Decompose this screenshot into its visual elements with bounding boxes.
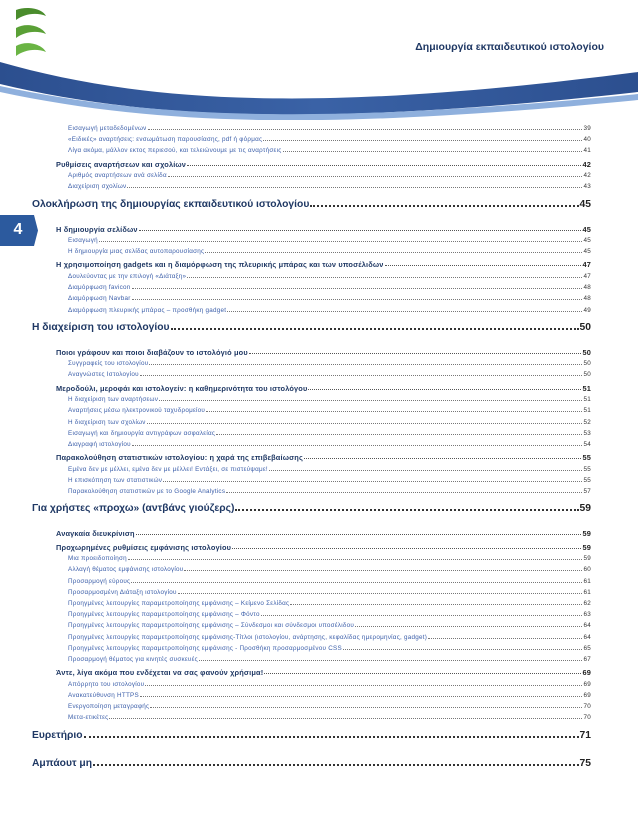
toc-entry[interactable] bbox=[68, 634, 591, 641]
toc-entry[interactable] bbox=[56, 160, 591, 169]
toc-entry[interactable] bbox=[56, 384, 591, 393]
toc-entry[interactable] bbox=[56, 453, 591, 462]
toc-entry-page: 69 bbox=[582, 668, 591, 678]
toc-leader-dots bbox=[140, 375, 583, 376]
toc-entry[interactable] bbox=[32, 503, 591, 514]
toc-leader-dots bbox=[385, 265, 582, 266]
toc-entry-title: Η διαχείριση των σχολίων bbox=[68, 418, 146, 426]
toc-entry-page: 70 bbox=[583, 703, 591, 711]
toc-entry-title: Ρυθμίσεις αναρτήσεων και σχολίων bbox=[56, 159, 187, 169]
toc-entry-title: Διαμόρφωση πλευρικής μπάρας – προσθήκη gadget bbox=[68, 306, 227, 314]
toc-entry-title: Προσαρμογή θέματος για κινητές συσκευές bbox=[68, 656, 198, 663]
toc-leader-dots bbox=[149, 364, 582, 365]
toc-entry-page: 69 bbox=[583, 680, 591, 688]
toc-entry-title: Διαμόρφωση Navbar bbox=[68, 295, 131, 303]
toc-entry-page: 53 bbox=[583, 429, 591, 437]
toc-leader-dots bbox=[163, 481, 582, 482]
toc-entry-title: Άντε, λίγα ακόμα που ενδέχεται να σας φανούν χρήσιμα! bbox=[56, 668, 264, 678]
toc-entry-page: 65 bbox=[583, 644, 591, 652]
toc-entry[interactable] bbox=[68, 692, 591, 699]
toc-entry-page: 47 bbox=[582, 260, 591, 270]
toc-entry-page: 69 bbox=[583, 691, 591, 699]
toc-entry[interactable] bbox=[68, 578, 591, 585]
toc-entry-page: 70 bbox=[583, 714, 591, 722]
toc-entry-page: 59 bbox=[582, 542, 591, 552]
header-banner-graphic bbox=[0, 0, 638, 120]
toc-entry-page: 57 bbox=[583, 488, 591, 495]
toc-leader-dots bbox=[308, 389, 581, 390]
toc-entry[interactable] bbox=[68, 360, 591, 367]
toc-entry[interactable] bbox=[68, 656, 591, 663]
toc-entry-page: 59 bbox=[582, 529, 591, 539]
toc-entry-title: Η επισκόπηση των στατιστικών bbox=[68, 476, 163, 484]
toc-entry-title: Ενεργοποίηση μεταγραφής bbox=[68, 703, 150, 711]
toc-entry-page: 50 bbox=[582, 347, 591, 357]
toc-entry[interactable] bbox=[32, 199, 591, 210]
toc-entry[interactable] bbox=[68, 248, 591, 255]
toc-entry[interactable] bbox=[68, 466, 591, 473]
toc-entry-title: Προσαρμογή εύρους bbox=[68, 577, 131, 585]
toc-leader-dots bbox=[128, 559, 583, 560]
toc-entry-page: 45 bbox=[583, 248, 591, 256]
toc-entry-page: 55 bbox=[582, 453, 591, 463]
toc-leader-dots bbox=[148, 129, 583, 130]
toc-leader-dots bbox=[159, 400, 582, 401]
toc-entry[interactable] bbox=[68, 307, 591, 314]
toc-entry-page: 71 bbox=[579, 729, 591, 741]
toc-entry-page: 51 bbox=[582, 383, 591, 393]
toc-leader-dots bbox=[216, 434, 582, 435]
toc-leader-dots bbox=[147, 423, 583, 424]
toc-leader-dots bbox=[178, 593, 583, 594]
toc-entry-title: Η χρησιμοποίηση gadgets και η διαμόρφωση της πλευρικής μπάρας και των υποσέλιδων bbox=[56, 260, 384, 270]
logo-icon bbox=[12, 0, 52, 90]
toc-entry-title: Ποιοι γράφουν και ποιοι διαβάζουν το ιστολόγιό μου bbox=[56, 347, 248, 357]
toc-entry[interactable] bbox=[32, 322, 591, 333]
toc-leader-dots bbox=[227, 311, 582, 312]
toc-entry-title: «Ειδικές» αναρτήσεις: ενσωμάτωση παρουσίασης, pdf ή φόρμας bbox=[68, 136, 263, 144]
toc-entry[interactable] bbox=[68, 622, 591, 629]
toc-entry-title: Ανακατεύθυνση HTTPS bbox=[68, 691, 139, 699]
toc-leader-dots bbox=[171, 328, 579, 330]
toc-entry-page: 51 bbox=[583, 396, 591, 404]
toc-entry[interactable] bbox=[68, 125, 591, 132]
toc-entry-page: 50 bbox=[583, 360, 591, 368]
toc-entry-title: Για χρήστες «προχω» (αντβάνς γιούζερς) bbox=[32, 503, 235, 515]
toc-entry[interactable] bbox=[68, 396, 591, 403]
toc-entry-page: 42 bbox=[582, 159, 591, 169]
toc-leader-dots bbox=[93, 764, 579, 766]
toc-entry-page: 49 bbox=[583, 306, 591, 314]
toc-entry-title: Η δημιουργία σελίδων bbox=[56, 224, 138, 234]
toc-leader-dots bbox=[343, 649, 583, 650]
toc-entry[interactable] bbox=[68, 714, 591, 721]
toc-entry-title: Λίγα ακόμα, μάλλον εκτος περιεσού, και τελειώνουμε με τις αναρτήσεις bbox=[68, 147, 282, 155]
toc-entry-page: 42 bbox=[583, 172, 591, 180]
toc-leader-dots bbox=[145, 685, 582, 686]
toc-entry-page: 60 bbox=[583, 566, 591, 574]
toc-entry-title: Η δημιουργία μιας σελίδας αυτοπαρουσίασης bbox=[68, 248, 205, 256]
toc-entry[interactable] bbox=[68, 371, 591, 378]
toc-entry-title: Παρακολούθηση στατιστικών με το Google Analytics bbox=[68, 488, 226, 495]
toc-entry[interactable] bbox=[68, 419, 591, 426]
toc-leader-dots bbox=[226, 492, 582, 493]
toc-leader-dots bbox=[131, 582, 582, 583]
toc-entry-page: 51 bbox=[583, 407, 591, 415]
toc-leader-dots bbox=[206, 411, 582, 412]
toc-entry-title: Μια προειδοποίηση bbox=[68, 555, 127, 563]
toc-entry-page: 67 bbox=[583, 656, 591, 663]
toc-entry-page: 52 bbox=[583, 418, 591, 426]
toc-entry[interactable] bbox=[56, 543, 591, 552]
toc-entry[interactable] bbox=[68, 237, 591, 244]
toc-entry-page: 41 bbox=[583, 147, 591, 155]
toc-leader-dots bbox=[261, 615, 583, 616]
toc-leader-dots bbox=[264, 673, 581, 674]
toc-entry[interactable] bbox=[56, 668, 591, 677]
toc-entry[interactable] bbox=[56, 348, 591, 357]
toc-entry-page: 59 bbox=[583, 555, 591, 563]
toc-leader-dots bbox=[232, 548, 581, 549]
toc-entry-title: Προηγμένες λειτουργίες παραμετροποίησης εμφάνισης – Σύνδεσμοι και σύνδεσμοι υποσέλιδου bbox=[68, 622, 355, 630]
toc-leader-dots bbox=[249, 353, 582, 354]
toc-entry-page: 40 bbox=[583, 136, 591, 144]
toc-leader-dots bbox=[184, 570, 582, 571]
toc-entry-page: 45 bbox=[582, 224, 591, 234]
toc-entry-title: Αναγνώστες Ιστολογίου bbox=[68, 371, 139, 379]
toc-entry[interactable] bbox=[68, 430, 591, 437]
toc-entry[interactable] bbox=[68, 611, 591, 618]
toc-leader-dots bbox=[235, 509, 578, 511]
toc-leader-dots bbox=[150, 707, 582, 708]
toc-entry-title: Προηγμένες λειτουργίες παραμετροποίησης εμφάνισης - Προσθήκη προσαρμοσμένου CSS bbox=[68, 644, 342, 652]
toc-entry-title: Δουλεύοντας με την επιλογή «Διάταξη» bbox=[68, 272, 187, 280]
toc-entry-title: Εισαγωγή και δημιουργία αντιγράφων ασφαλείας bbox=[68, 429, 216, 437]
toc-entry[interactable] bbox=[68, 284, 591, 291]
toc-leader-dots bbox=[269, 470, 583, 471]
toc-leader-dots bbox=[99, 241, 583, 242]
toc-entry-page: 48 bbox=[583, 295, 591, 303]
toc-leader-dots bbox=[132, 299, 583, 300]
page-header bbox=[0, 0, 638, 120]
toc-entry[interactable] bbox=[68, 295, 591, 302]
toc-leader-dots bbox=[283, 151, 583, 152]
toc-entry-page: 61 bbox=[583, 577, 591, 585]
toc-entry-page: 63 bbox=[583, 611, 591, 619]
toc-entry-title: Προηγμένες λειτουργίες παραμετροποίησης εμφάνισης – Κείμενο Σελίδας bbox=[68, 600, 290, 607]
toc-entry-title: Παρακολούθηση στατιστικών ιστολογίου: η χαρά της επιβεβαίωσης bbox=[56, 453, 303, 463]
toc-entry-title: Αμπάουτ μη bbox=[32, 757, 92, 769]
toc-entry-page: 45 bbox=[583, 237, 591, 244]
toc-entry-title: Αναρτήσεις μέσω ηλεκτρονικού ταχυδρομείου bbox=[68, 407, 206, 415]
toc-leader-dots bbox=[187, 277, 582, 278]
toc-leader-dots bbox=[310, 205, 578, 207]
toc-entry-page: 39 bbox=[583, 125, 591, 132]
chapter-badge bbox=[0, 215, 38, 246]
toc-leader-dots bbox=[140, 696, 583, 697]
toc-leader-dots bbox=[304, 458, 582, 459]
toc-entry-page: 50 bbox=[583, 371, 591, 379]
toc-entry-page: 75 bbox=[579, 757, 591, 769]
toc-leader-dots bbox=[127, 187, 582, 188]
toc-entry-page: 54 bbox=[583, 440, 591, 448]
toc-entry[interactable] bbox=[56, 225, 591, 234]
toc-leader-dots bbox=[199, 660, 583, 661]
toc-entry-page: 43 bbox=[583, 183, 591, 191]
toc-entry-page: 45 bbox=[579, 198, 591, 210]
toc-entry[interactable] bbox=[68, 172, 591, 179]
toc-entry[interactable] bbox=[68, 555, 591, 562]
toc-entry[interactable] bbox=[68, 477, 591, 484]
toc-leader-dots bbox=[84, 736, 579, 738]
toc-entry-page: 64 bbox=[583, 622, 591, 630]
toc-entry-title: Προηγμένες λειτουργίες παραμετροποίησης εμφάνισης – Φόντο bbox=[68, 611, 260, 619]
toc-leader-dots bbox=[187, 165, 581, 166]
chapter-number: 4 bbox=[13, 221, 23, 238]
toc-entry[interactable] bbox=[68, 600, 591, 607]
toc-leader-dots bbox=[132, 445, 583, 446]
toc-entry-title: Διαμόρφωση favicon bbox=[68, 284, 131, 292]
toc-leader-dots bbox=[263, 140, 582, 141]
toc-leader-dots bbox=[205, 252, 582, 253]
toc-entry-page: 48 bbox=[583, 284, 591, 292]
toc-entry-page: 59 bbox=[579, 503, 591, 515]
toc-entry[interactable] bbox=[68, 566, 591, 573]
toc-leader-dots bbox=[290, 604, 582, 605]
toc-entry-title: Προηγμένες λειτουργίες παραμετροποίησης εμφάνισης-Τίτλοι (ιστολογίου, ανάρτησης, κεφαλίδας ημερομηνίας, gadget) bbox=[68, 633, 428, 641]
toc-entry-title: Η διαχείριση των αναρτήσεων bbox=[68, 396, 159, 404]
toc-entry[interactable] bbox=[68, 441, 591, 448]
toc-leader-dots bbox=[355, 626, 582, 627]
toc-entry[interactable] bbox=[68, 589, 591, 596]
toc-entry-page: 61 bbox=[583, 588, 591, 596]
toc-leader-dots bbox=[136, 534, 582, 535]
toc-leader-dots bbox=[132, 288, 583, 289]
toc-leader-dots bbox=[428, 638, 582, 639]
toc-entry[interactable] bbox=[32, 758, 591, 769]
header-title: Δημιουργία εκπαιδευτικού ιστολογίου bbox=[415, 41, 604, 53]
toc-entry-title: Ολοκλήρωση της δημιουργίας εκπαιδευτικού ιστολογίου bbox=[32, 198, 310, 210]
toc-entry-title: Η διαχείριση του ιστολογίου bbox=[32, 321, 170, 333]
toc-entry-page: 55 bbox=[583, 476, 591, 484]
toc-entry-title: Αναγκαία διευκρίνιση bbox=[56, 529, 135, 539]
toc-entry-title: Εμένα δεν με μέλλει, εμένα δεν με μέλλει! Εντάξει, σε πιστεύψαμε! bbox=[68, 465, 268, 473]
toc-entry-title: Αλλαγή θέματος εμφάνισης ιστολογίου bbox=[68, 566, 184, 574]
toc-entry-title: Εισαγωγή bbox=[68, 237, 98, 244]
toc-entry-page: 47 bbox=[583, 272, 591, 280]
toc-entry-title: Συγγραφείς του ιστολογίου bbox=[68, 360, 149, 368]
toc-entry-title: Μετα-ετικέτες bbox=[68, 714, 109, 722]
toc-entry-page: 50 bbox=[579, 321, 591, 333]
toc-entry[interactable] bbox=[56, 260, 591, 269]
toc-entry[interactable] bbox=[68, 136, 591, 143]
toc-entry-title: Μεροδούλι, μεροφάι και ιστολογείν: η καθημερινότητα του ιστολόγου bbox=[56, 383, 308, 393]
toc-entry-title: Αριθμός αναρτήσεων ανά σελίδα bbox=[68, 172, 167, 180]
toc-entry[interactable] bbox=[68, 147, 591, 154]
toc-entry[interactable] bbox=[68, 183, 591, 190]
toc-entry-title: Ευρετήριο bbox=[32, 729, 83, 741]
toc-leader-dots bbox=[139, 230, 582, 231]
toc-entry[interactable] bbox=[68, 407, 591, 414]
toc-entry-title: Προχωρημένες ρυθμίσεις εμφάνισης ιστολογίου bbox=[56, 542, 232, 552]
toc-entry-title: Διαχείριση σχολίων bbox=[68, 183, 127, 191]
toc-leader-dots bbox=[168, 176, 583, 177]
toc-entry-page: 64 bbox=[583, 633, 591, 641]
toc-entry-title: Προσαρμοσμένη Διάταξη ιστολογίου bbox=[68, 588, 177, 596]
toc-entry[interactable] bbox=[68, 488, 591, 495]
toc-entry[interactable] bbox=[32, 730, 591, 741]
toc-entry-title: Απόρρητο του ιστολογίου bbox=[68, 680, 145, 688]
toc-leader-dots bbox=[109, 718, 582, 719]
toc-entry-title: Εισαγωγή μεταδεδομένων bbox=[68, 125, 147, 132]
toc-entry[interactable] bbox=[68, 273, 591, 280]
toc-entry[interactable] bbox=[56, 529, 591, 538]
toc-entry[interactable] bbox=[68, 681, 591, 688]
toc-entry-page: 55 bbox=[583, 465, 591, 473]
toc-entry-page: 62 bbox=[583, 600, 591, 607]
toc-entry-title: Διαγραφή ιστολογίου bbox=[68, 440, 131, 448]
toc-entry[interactable] bbox=[68, 645, 591, 652]
toc-entry[interactable] bbox=[68, 703, 591, 710]
